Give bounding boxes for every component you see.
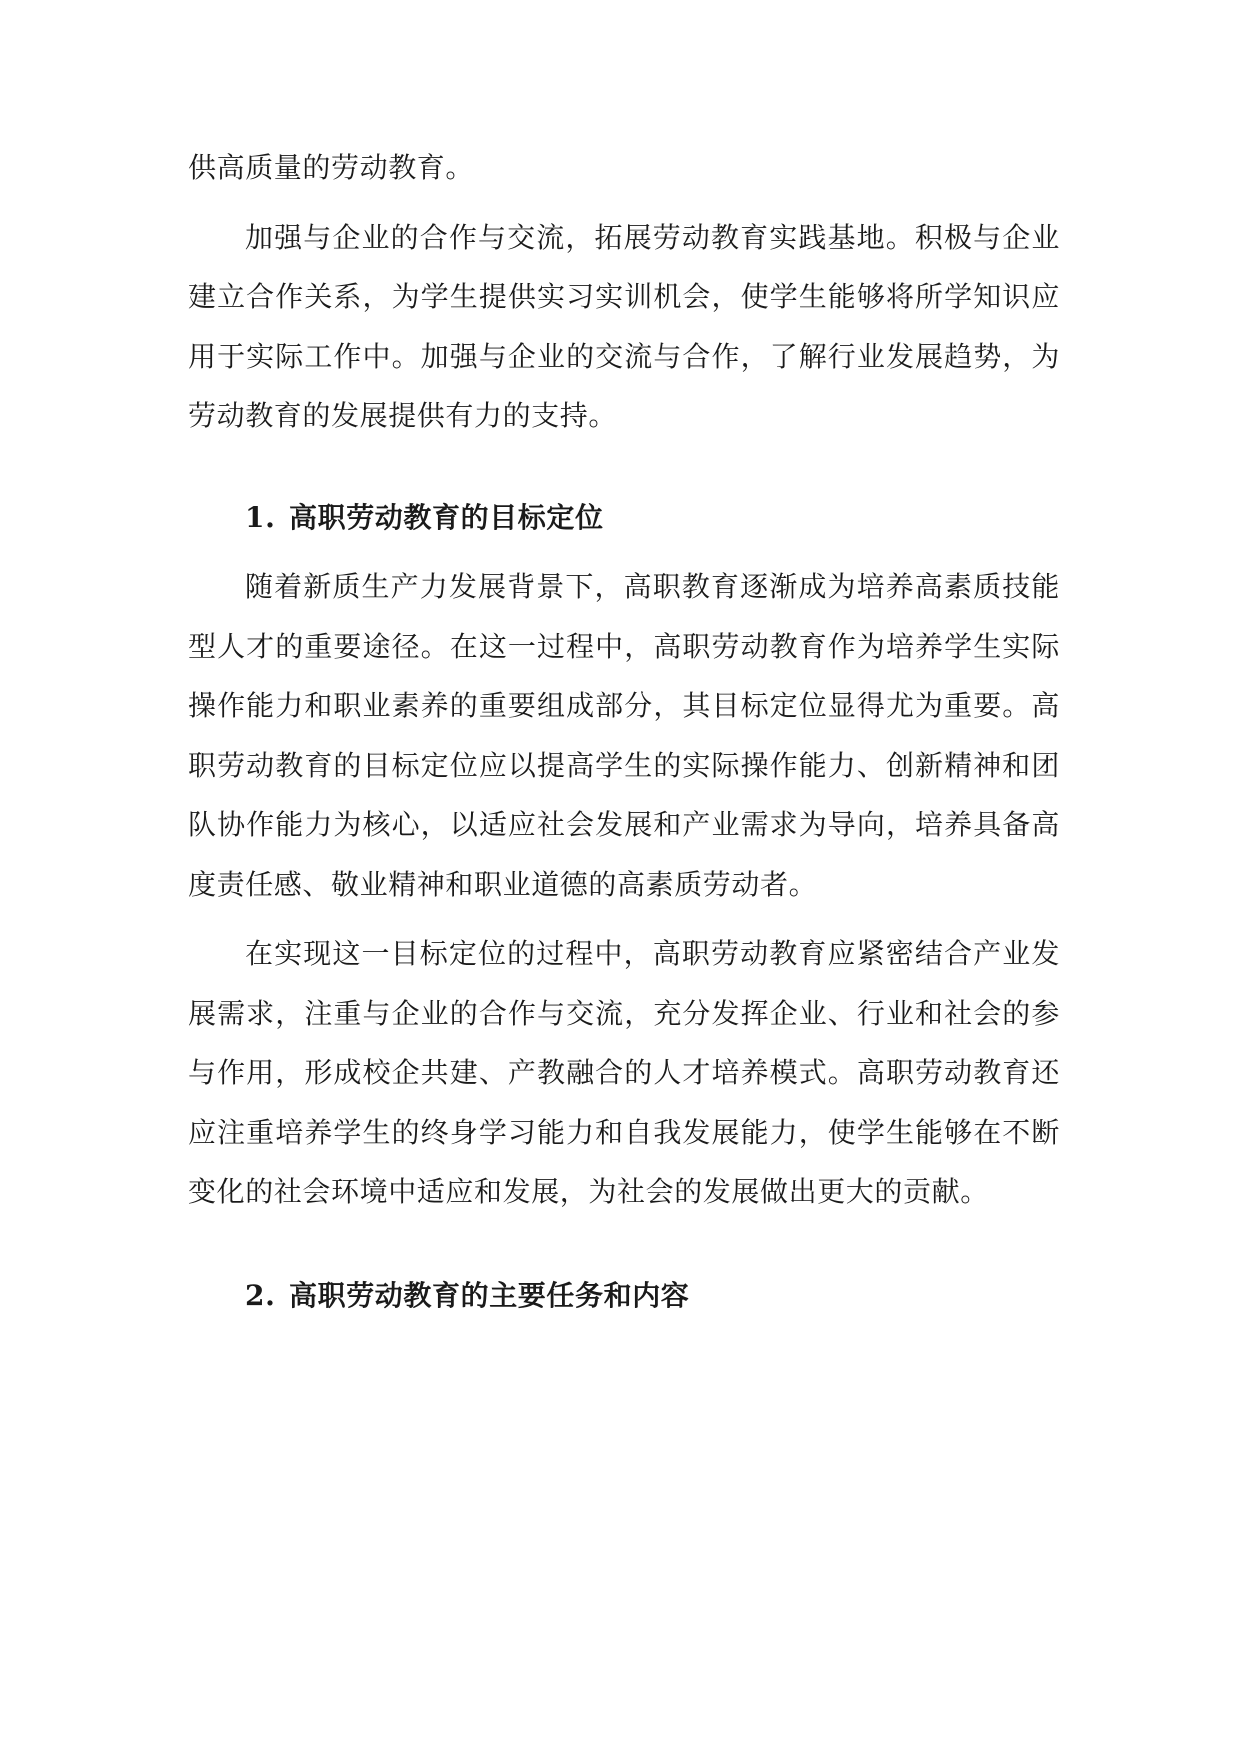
paragraph-goal-positioning: 随着新质生产力发展背景下，高职教育逐渐成为培养高素质技能型人才的重要途径。在这一过程中，高职劳动教育作为培养学生实际操作能力和职业素养的重要组成部分，其目标定位显得尤为重要。高职劳动教育的目标定位应以提高学生的实际操作能力、创新精神和团队协作能力为核心，以适应社会发展和产业需求为导向，培养具备高度责任感、敬业精神和职业道德的高素质劳动者。: [188, 570, 1060, 901]
section-heading-2: [188, 1266, 1060, 1326]
paragraph-goal-realization: 在实现这一目标定位的过程中，高职劳动教育应紧密结合产业发展需求，注重与企业的合作与交流，充分发挥企业、行业和社会的参与作用，形成校企共建、产教融合的人才培养模式。高职劳动教育还应注重培养学生的终身学习能力和自我发展能力，使学生能够在不断变化的社会环境中适应和发展，为社会的发展做出更大的贡献。: [188, 937, 1060, 1208]
section-title: 高职劳动教育的目标定位: [289, 500, 604, 534]
section-number: 2.: [245, 1278, 276, 1312]
paragraph-enterprise-cooperation: 加强与企业的合作与交流，拓展劳动教育实践基地。积极与企业建立合作关系，为学生提供实习实训机会，使学生能够将所学知识应用于实际工作中。加强与企业的交流与合作，了解行业发展趋势，为劳动教育的发展提供有力的支持。: [188, 220, 1060, 432]
section-title: 高职劳动教育的主要任务和内容: [289, 1278, 690, 1312]
section-number: 1.: [245, 500, 276, 534]
paragraph-continuation: 供高质量的劳动教育。: [188, 151, 475, 184]
document-page: [188, 138, 1060, 1325]
section-heading-1: [188, 488, 1060, 548]
